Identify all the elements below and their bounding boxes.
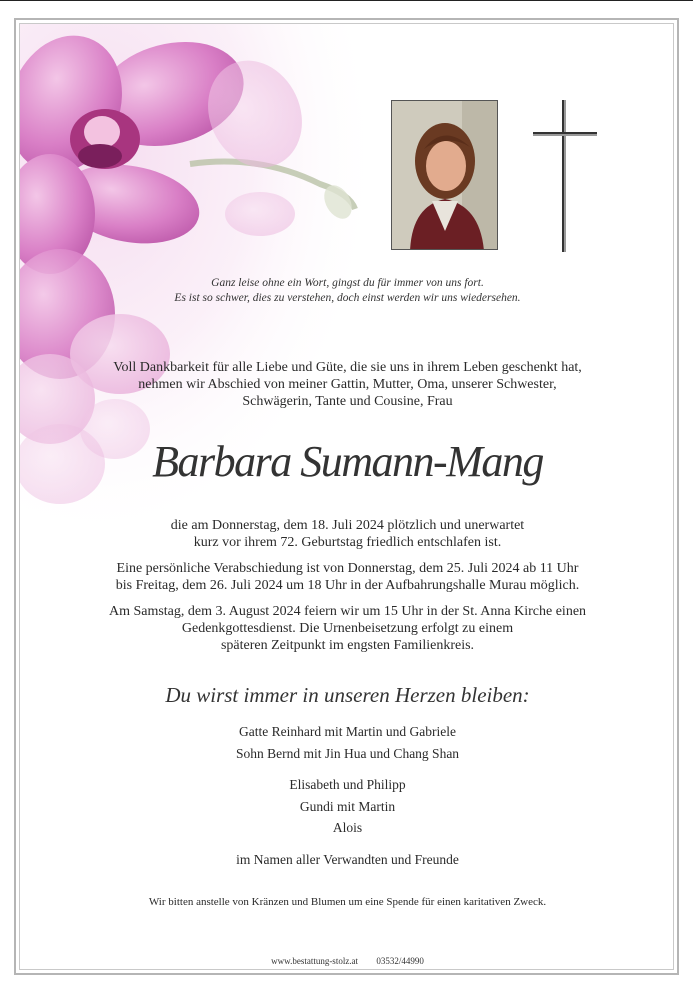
verse-line: Ganz leise ohne ein Wort, gingst du für immer von uns fort.: [211, 277, 484, 289]
detail-line: die am Donnerstag, dem 18. Juli 2024 plötzlich und unerwartet: [170, 518, 525, 533]
top-rule: [0, 0, 693, 1]
memorial-verse: [20, 276, 674, 306]
detail-line: kurz vor ihrem 72. Geburtstag friedlich entschlafen ist.: [193, 535, 502, 550]
mourner-line: Gatte Reinhard mit Martin und Gabriele: [238, 724, 457, 739]
mourners-siblings: [20, 774, 674, 839]
obituary-card: [19, 23, 674, 970]
intro-line: Schwägerin, Tante und Cousine, Frau: [242, 394, 453, 409]
mourner-line: im Namen aller Verwandten und Freunde: [236, 852, 459, 867]
death-notice: [20, 517, 674, 551]
verse-line: Es ist so schwer, dies zu verstehen, doch einst werden wir uns wiedersehen.: [174, 292, 521, 304]
detail-line: bis Freitag, dem 26. Juli 2024 um 18 Uhr in der Aufbahrungshalle Murau möglich.: [115, 578, 580, 593]
donation-request: Wir bitten anstelle von Kränzen und Blumen um eine Spende für einen karitativen Zweck.: [148, 896, 547, 908]
farewell-intro: [20, 359, 674, 410]
detail-line: späteren Zeitpunkt im engsten Familienkreis.: [220, 638, 475, 653]
memorial-motto: Du wirst immer in unseren Herzen bleiben:: [165, 683, 530, 707]
mourners-family: [20, 721, 674, 764]
intro-line: Voll Dankbarkeit für alle Liebe und Güte, die sie uns in ihrem Leben geschenkt hat,: [113, 360, 582, 375]
website-link[interactable]: www.bestattung-stolz.at: [271, 956, 359, 966]
detail-line: Am Samstag, dem 3. August 2024 feiern wir um 15 Uhr in der St. Anna Kirche einen: [108, 604, 587, 619]
mourner-line: Alois: [332, 820, 363, 835]
mourner-line: Sohn Bernd mit Jin Hua und Chang Shan: [235, 745, 460, 761]
detail-line: Eine persönliche Verabschiedung ist von Donnerstag, dem 25. Juli 2024 ab 11 Uhr: [116, 561, 579, 576]
mourner-line: Gundi mit Martin: [299, 798, 396, 814]
footer: [20, 955, 674, 967]
service-notice: [20, 603, 674, 654]
deceased-portrait: [391, 100, 498, 250]
phone-number: 03532/44990: [376, 956, 424, 966]
viewing-notice: [20, 560, 674, 594]
mourners-relatives: [20, 849, 674, 871]
mourner-line: Elisabeth und Philipp: [289, 777, 406, 792]
deceased-name: Barbara Sumann-Mang: [152, 437, 543, 486]
detail-line: Gedenkgottesdienst. Die Urnenbeisetzung erfolgt zu einem: [181, 621, 514, 636]
cross-icon: [533, 100, 597, 252]
intro-line: nehmen wir Abschied von meiner Gattin, Mutter, Oma, unserer Schwester,: [138, 377, 557, 392]
